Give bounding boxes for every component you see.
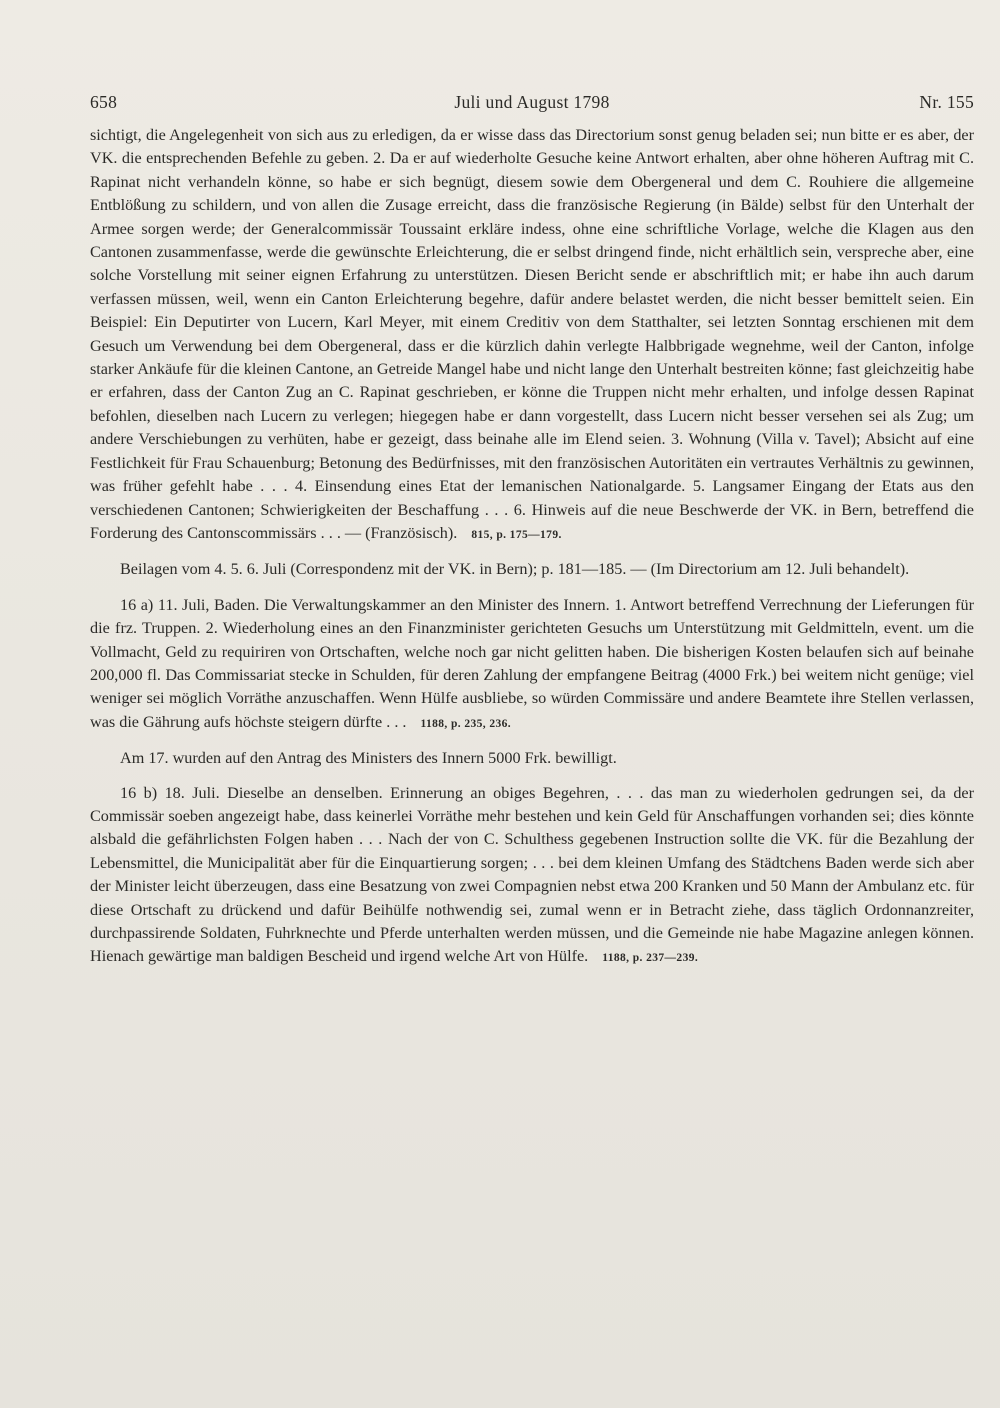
paragraph-beilagen	[90, 558, 974, 581]
document-body	[90, 124, 974, 971]
paragraph-entry-16a	[90, 594, 974, 736]
section-number: Nr. 155	[919, 92, 974, 112]
paragraph-text: Beilagen vom 4. 5. 6. Juli (Correspondenz mit der VK. in Bern); p. 181—185. — (Im Directorium am 12. Juli behandelt).	[120, 560, 910, 579]
paragraph-continuation	[90, 124, 974, 547]
paragraph-text: 16 a) 11. Juli, Baden. Die Verwaltungskammer an den Minister des Innern. 1. Antwort betreffend Verrechnung der Lieferungen für die frz. Truppen. 2. Wiederholung eines an den Finanzminister gerichteten Gesuchs um Unterstützung mit Geldmitteln, event. um die Vollmacht, Geld zu requiriren von Ortschaften, welche noch gar nicht gelitten haben. Die bisherigen Kosten belaufen sich auf beinahe 200,000 fl. Das Commissariat stecke in Schulden, für deren Zahlung der empfangene Beitrag (4000 Frk.) bei weitem nicht genüge; viel weniger sei möglich Vorräthe anzuschaffen. Wenn Hülfe ausbliebe, so würden Commissäre und andere Beamtete ihre Stellen verlassen, was die Gährung aufs höchste steigern dürfte . . .	[90, 595, 974, 731]
paragraph-text: Am 17. wurden auf den Antrag des Ministers des Innern 5000 Frk. bewilligt.	[120, 749, 617, 768]
running-title: Juli und August 1798	[454, 92, 610, 112]
page-number: 658	[90, 92, 118, 112]
paragraph-text: 16 b) 18. Juli. Dieselbe an denselben. Erinnerung an obiges Begehren, . . . das man zu wiederholen gedrungen sei, da der Commissär soeben angezeigt habe, dass keinerlei Vorräthe mehr bestehen und kein Geld für Anschaffungen vorhanden sei; dies könnte alsbald die gefährlichsten Folgen haben . . . Nach der von C. Schulthess gegebenen Instruction sollte die VK. für die Bezahlung der Lebensmittel, die Municipalität aber für die Einquartierung sorgen; . . . bei dem kleinen Umfang des Städtchens Baden werde sich aber der Minister leicht überzeugen, dass eine Besatzung von zwei Compagnien nebst etwa 200 Kranken und 50 Mann der Ambulanz etc. für diese Ortschaft zu drückend und dafür Beihülfe nothwendig sei, zumal wenn er in Betracht ziehe, dass täglich Ordonnanzreiter, durchpassirende Soldaten, Fuhrknechte und Pferde unterhalten werden müssen, und die Gemeinde nie habe Magazine anlegen können. Hienach gewärtige man baldigen Bescheid und irgend welche Art von Hülfe.	[90, 783, 974, 966]
archive-reference: 1188, p. 237—239.	[602, 952, 699, 965]
paragraph-note-am17	[90, 747, 974, 770]
paragraph-entry-16b	[90, 782, 974, 971]
paragraph-text: sichtigt, die Angelegenheit von sich aus zu erledigen, da er wisse dass das Directorium sonst genug beladen sei; nun bitte er es aber, der VK. die entsprechenden Befehle zu geben. 2. Da er auf wiederholte Gesuche keine Antwort erhalten, aber ohne höheren Auftrag mit C. Rapinat nicht verhandeln könne, so habe er sich begnügt, diesem sowie dem Obergeneral und dem C. Rouhiere die allgemeine Entblößung zu schildern, und von allen die Zusage erreicht, dass die französische Regierung (in Bälde) selbst für den Unterhalt der Armee sorgen werde; der Generalcommissär Toussaint erkläre indess, ohne eine schriftliche Vorlage, welche die Klagen aus den Cantonen zusammenfasse, werde die gewünschte Erleichterung, die er selbst dringend finde, nicht erhältlich sein, verspreche aber, eine solche Vorstellung mit seiner eignen Erfahrung zu unterstützen. Diesen Bericht sende er abschriftlich mit; er habe ihn auch darum verfassen müssen, weil, wenn ein Canton Erleichterung begehre, dafür andere belastet werden, die nicht besser bemittelt seien. Ein Beispiel: Ein Deputirter von Lucern, Karl Meyer, mit einem Creditiv von dem Statthalter, sei letzten Sonntag erschienen mit dem Gesuch um Verwendung bei dem Obergeneral, dass er die kürzlich dahin verlegte Halbbrigade wegnehme, weil der Canton, infolge starker Ankäufe für die kleinen Cantone, an Getreide Mangel habe und nicht lange den Unterhalt bestreiten könne; fast gleichzeitig habe er erfahren, dass der Canton Zug an C. Rapinat geschrieben, er könne die Truppen nicht mehr erhalten, und infolge dessen Rapinat befohlen, dieselben nach Lucern zu verlegen; hiegegen habe er dann vorgestellt, dass Lucern nicht besser versehen sei als Zug; um andere Verschiebungen zu verhüten, habe er gezeigt, dass beinahe alle im Elend seien. 3. Wohnung (Villa v. Tavel); Absicht auf eine Festlichkeit für Frau Schauenburg; Betonung des Bedürfnisses, mit den französischen Autoritäten ein vertrautes Verhältnis zu gewinnen, was früher gefehlt habe . . . 4. Einsendung eines Etat der lemanischen Nationalgarde. 5. Langsamer Eingang der Etats aus den verschiedenen Cantonen; Schwierigkeiten der Beschaffung . . . 6. Hinweis auf die neue Beschwerde der VK. in Bern, betreffend die Forderung des Cantonscommissärs . . . — (Französisch).	[90, 126, 974, 542]
page-header	[90, 92, 974, 116]
archive-reference: 815, p. 175—179.	[471, 528, 562, 541]
archive-reference: 1188, p. 235, 236.	[420, 717, 512, 730]
